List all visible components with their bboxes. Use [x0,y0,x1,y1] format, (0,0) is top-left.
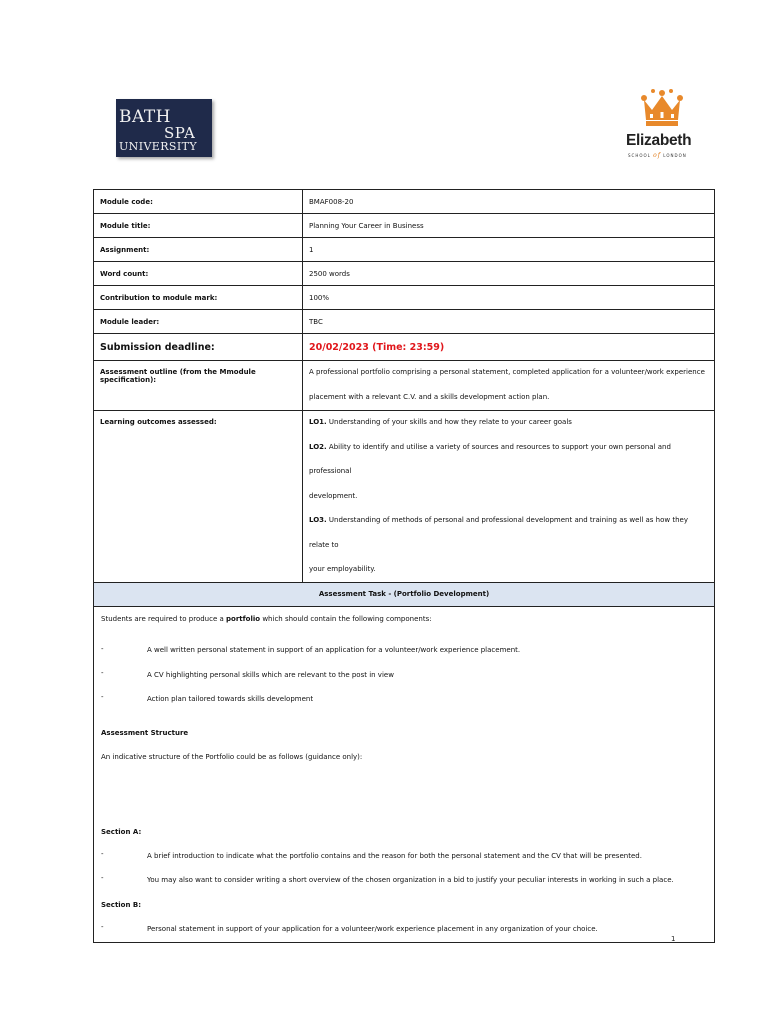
lo-code: LO2. [309,442,327,451]
logo-line-spa: SPA [164,124,196,142]
table-row [94,582,715,606]
section-a-item: You may also want to consider writing a short overview of the chosen organization in a bid to justify your peculiar interests in working in such a place. [147,875,674,884]
elizabeth-school-logo [624,88,704,160]
lo-text: Understanding of methods of personal and professional development and training as well as how they relate to [309,516,688,549]
logo-line-bath: BATH [119,107,172,127]
bullet-marker: - [101,692,104,701]
lo-line [309,484,708,509]
logo-name-elizabeth: Elizabeth [626,132,692,149]
assessment-outline-label: Assessment outline (from the Mmodule specification): [94,361,303,411]
learning-outcomes-value [303,411,715,583]
contribution-value: 100% [303,286,715,310]
component-item: A well written personal statement in support of an application for a volunteer/work experience placement. [147,645,521,654]
learning-outcomes-label: Learning outcomes assessed: [94,411,303,583]
assessment-task-header: Assessment Task - (Portfolio Development) [94,582,715,606]
component-item: A CV highlighting personal skills which are relevant to the post in view [147,670,394,679]
assessment-outline-value [303,361,715,411]
submission-deadline-value: 20/02/2023 (Time: 23:59) [303,334,715,361]
structure-heading: Assessment Structure [101,728,189,737]
logo-sub-london: LONDON [663,153,687,158]
learning-outcomes-list [309,410,708,582]
module-code-label: Module code: [94,190,303,214]
bath-spa-university-logo [116,99,212,157]
module-leader-value: TBC [303,310,715,334]
logo-sub-school: SCHOOL [628,153,651,158]
component-item: Action plan tailored towards skills development [147,694,314,703]
intro-bold: portfolio [226,614,261,623]
table-row [94,190,715,214]
table-row [94,238,715,262]
lo-line [309,435,708,484]
logo-sub-of: of [653,152,661,159]
module-title-value: Planning Your Career in Business [303,214,715,238]
word-count-value: 2500 words [303,262,715,286]
intro-post: which should contain the following components: [260,614,432,623]
bullet-marker: - [101,849,104,858]
section-a-item: A brief introduction to indicate what the portfolio contains and the reason for both the personal statement and the CV that will be presented. [147,851,642,860]
lo-text: your employability. [309,565,376,573]
lo-code: LO1. [309,418,327,426]
bullet-marker: - [101,668,104,677]
submission-deadline-label: Submission deadline: [94,334,303,361]
lo-line [309,508,708,557]
assessment-task-content [94,606,715,942]
section-b-heading: Section B: [101,900,142,909]
module-code-value: BMAF008-20 [303,190,715,214]
table-row [94,286,715,310]
intro-text [101,615,432,623]
outline-line-2: placement with a relevant C.V. and a skills development action plan. [309,392,550,401]
bullet-marker: - [101,644,104,653]
bullet-marker: - [101,873,104,882]
table-row [94,606,715,942]
table-row [94,310,715,334]
structure-text: An indicative structure of the Portfolio could be as follows (guidance only): [101,752,363,761]
module-title-label: Module title: [94,214,303,238]
table-row [94,214,715,238]
table-row [94,262,715,286]
module-leader-label: Module leader: [94,310,303,334]
lo-text: Ability to identify and utilise a variety of sources and resources to support your own personal and professional [309,442,671,475]
lo-line [309,410,708,435]
lo-text: development. [309,491,358,500]
crown-icon [640,88,684,128]
logo-subtitle [628,152,687,159]
lo-line [309,557,708,582]
bullet-marker: - [101,922,104,931]
module-info-table [93,189,715,943]
table-row [94,334,715,361]
section-a-heading: Section A: [101,827,142,836]
lo-code: LO3. [309,516,327,524]
logo-line-university: UNIVERSITY [119,140,197,153]
assignment-label: Assignment: [94,238,303,262]
outline-line-1: A professional portfolio comprising a personal statement, completed application for a volunteer/work experience [309,368,705,376]
lo-text: Understanding of your skills and how they relate to your career goals [326,418,572,426]
page-number: 1 [671,935,676,943]
assignment-value: 1 [303,238,715,262]
section-b-item: Personal statement in support of your application for a volunteer/work experience placement in any organization of your choice. [147,924,598,933]
contribution-label: Contribution to module mark: [94,286,303,310]
word-count-label: Word count: [94,262,303,286]
intro-pre: Students are required to produce a [101,614,227,623]
table-row [94,361,715,411]
table-row [94,411,715,583]
